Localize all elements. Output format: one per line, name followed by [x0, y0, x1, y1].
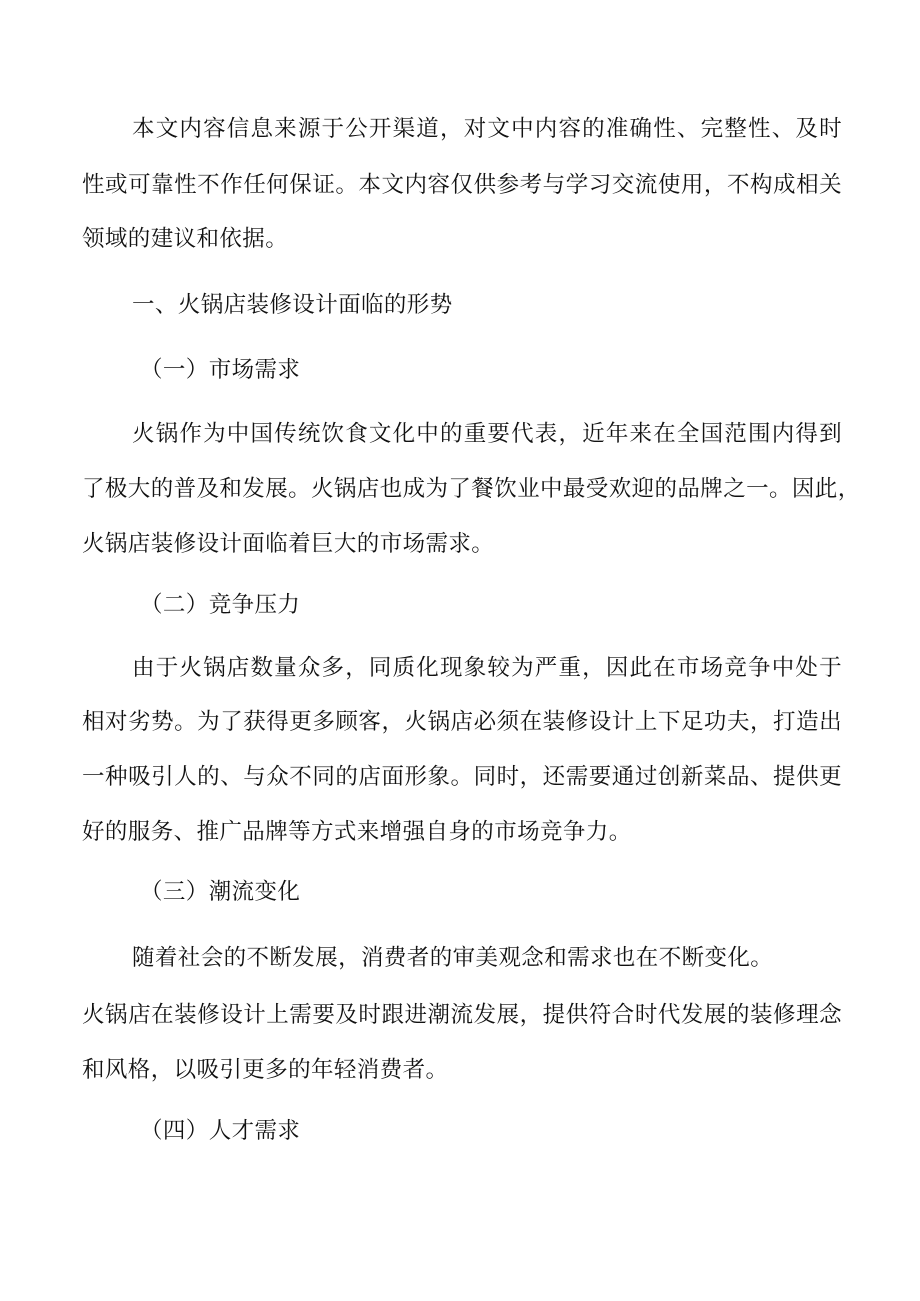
disclaimer-line-3: 领域的建议和依据。 [82, 226, 289, 252]
paragraph-line: 了极大的普及和发展。火锅店也成为了餐饮业中最受欢迎的品牌之一。因此， [82, 476, 861, 502]
subsection-heading-competition: （二）竞争压力 [140, 592, 301, 618]
paragraph-line: 和风格，以吸引更多的年轻消费者。 [82, 1057, 449, 1083]
paragraph-line: 一种吸引人的、与众不同的店面形象。同时，还需要通过创新菜品、提供更 [82, 764, 842, 790]
paragraph-line: 随着社会的不断发展，消费者的审美观念和需求也在不断变化。 [132, 945, 774, 971]
paragraph-line: 火锅店在装修设计上需要及时跟进潮流发展，提供符合时代发展的装修理念 [82, 1002, 842, 1028]
paragraph-line: 火锅店装修设计面临着巨大的市场需求。 [82, 531, 495, 557]
disclaimer-line-2: 性或可靠性不作任何保证。本文内容仅供参考与学习交流使用，不构成相关 [82, 172, 842, 198]
paragraph-line: 由于火锅店数量众多，同质化现象较为严重，因此在市场竞争中处于 [132, 655, 842, 681]
subsection-heading-market-demand: （一）市场需求 [140, 357, 301, 383]
paragraph-line: 相对劣势。为了获得更多顾客，火锅店必须在装修设计上下足功夫，打造出 [82, 709, 842, 735]
disclaimer-line-1: 本文内容信息来源于公开渠道，对文中内容的准确性、完整性、及时 [132, 116, 842, 142]
paragraph-line: 火锅作为中国传统饮食文化中的重要代表，近年来在全国范围内得到 [132, 421, 842, 447]
paragraph-line: 好的服务、推广品牌等方式来增强自身的市场竞争力。 [82, 819, 632, 845]
section-heading: 一、火锅店装修设计面临的形势 [132, 292, 453, 318]
subsection-heading-talent: （四）人才需求 [140, 1118, 301, 1144]
subsection-heading-trends: （三）潮流变化 [140, 879, 301, 905]
